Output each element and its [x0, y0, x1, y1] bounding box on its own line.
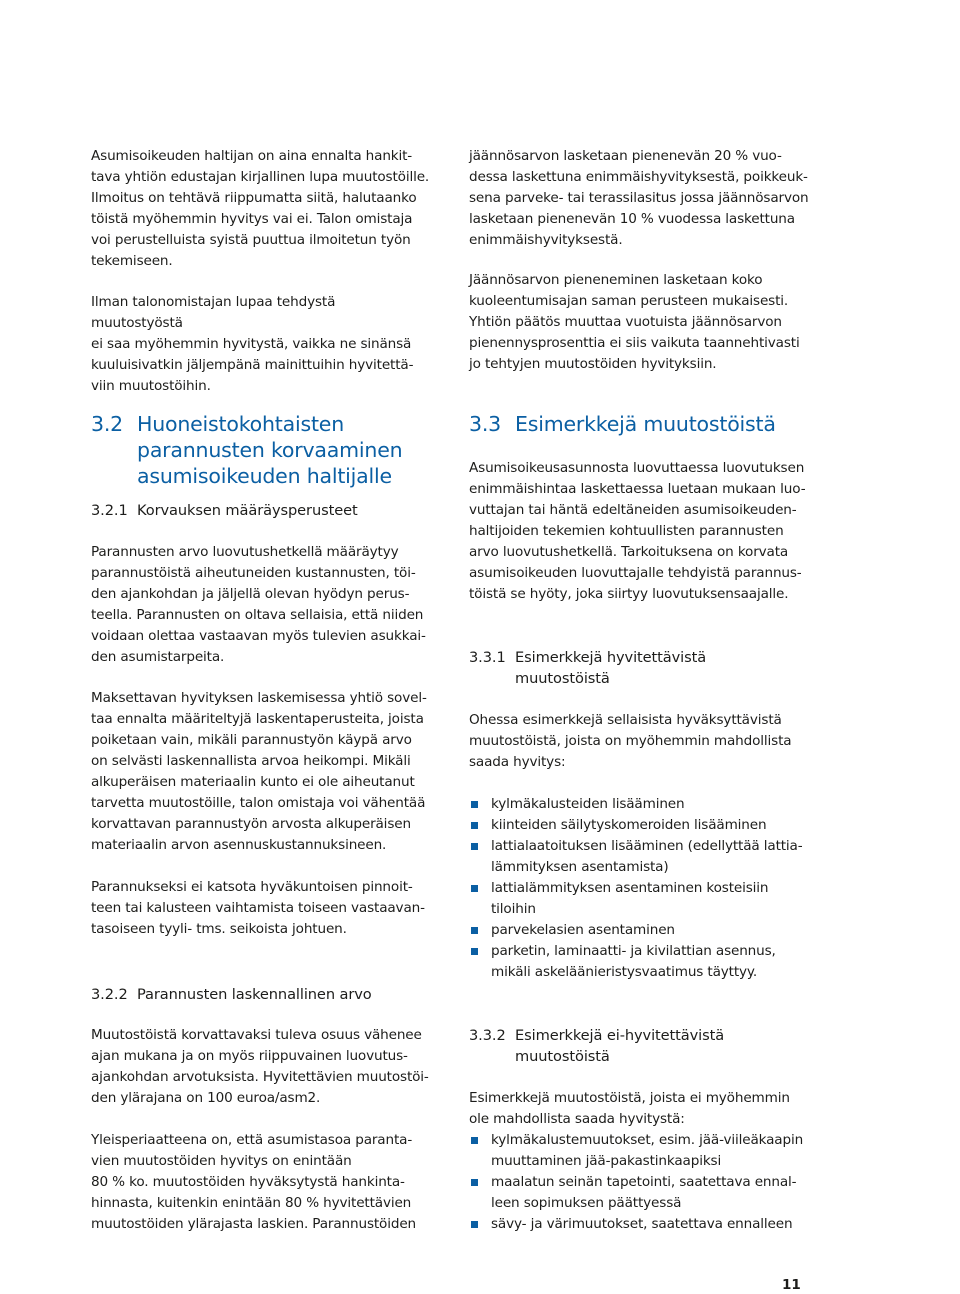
list-item-text: lattialämmityksen asentaminen kosteisiin tiloihin [491, 880, 769, 917]
residual-reduction-paragraph: Jäännösarvon pieneneminen lasketaan koko kuoleentumisajan saman perusteen mukaisesti. Yhtiön päätös muuttaa vuotuista jäännösarvon pienennysprosenttia ei siis vaikuta taannehtivasti jo tehtyjen muutostöiden hyvityksiin. [469, 272, 800, 372]
list-item [469, 815, 809, 836]
section-3-3-1-heading [469, 647, 706, 689]
bullet-square-icon [471, 801, 478, 808]
residual-value-paragraph: jäännösarvon lasketaan pienenevän 20 % vuo- dessa laskettuna enimmäishyvityksestä, poikkeuk- sena parveke- tai terassilasitus jossa jäännösarvon lasketaan pienenevän 10 % vuodessa laskettuna enimmäishyvityksestä. [469, 148, 809, 248]
bullet-square-icon [471, 927, 478, 934]
list-item-text: sävy- ja värimuutokset, saatettava ennalleen [491, 1216, 793, 1232]
calculation-paragraph: Maksettavan hyvityksen laskemisessa yhtiö sovel- taa ennalta määriteltyjä laskentaperusteita, joista poiketaan vain, mikäli parannustyön käypä arvo on selvästi laskennallista arvoa heikompi. Mikäli alkuperäisen materiaalin kunto ei ole aiheutanut tarvetta muutostöille, talon omistaja voi vähentää korvattavan parannustyön arvosta alkuperäisen materiaalin arvon asennuskustannuksineen. [91, 690, 427, 853]
section-title: Huoneistokohtaisten parannusten korvaaminen asumisoikeuden haltijalle [137, 412, 403, 488]
not-improvement-paragraph: Parannukseksi ei katsota hyväkuntoisen pinnoit- teen tai kalusteen vaihtamista toiseen vastaavan- tasoiseen tyyli- tms. seikoista johtuen. [91, 879, 425, 937]
bullet-square-icon [471, 1137, 478, 1144]
section-title: Parannusten laskennallinen arvo [137, 986, 372, 1003]
list-item [469, 878, 809, 920]
bullet-square-icon [471, 1179, 478, 1186]
bullet-square-icon [471, 1221, 478, 1228]
section-3-2-2-heading [91, 984, 372, 1005]
valuation-paragraph: Parannusten arvo luovutushetkellä määräytyy parannustöistä aiheutuneiden kustannusten, töi- den ajankohdan ja jäljellä olevan hyödyn perus- teella. Parannusten on oltava sellaisia, että niiden voidaan olettaa vastaavan myös tulevien asukkai- den asumistarpeita. [91, 544, 426, 665]
section-title: Esimerkkejä muutostöistä [515, 412, 776, 436]
bullet-square-icon [471, 843, 478, 850]
intro-paragraph: Asumisoikeuden haltijan on aina ennalta hankit- tava yhtiön edustajan kirjallinen lupa muutostöille. Ilmoitus on tehtävä riippumatta siitä, halutaanko töistä myöhemmin hyvitys vai ei. Talon omistaja voi perustelluista syistä puuttua ilmoitetun työn tekemiseen. [91, 148, 430, 269]
depreciation-paragraph: Muutostöistä korvattavaksi tuleva osuus vähenee ajan mukana ja on myös riippuvainen luovutus- ajankohdan arvotuksista. Hyvitettävien muutostöi- den ylärajana on 100 euroa/asm2. [91, 1027, 429, 1106]
section-3-3-2-heading [469, 1025, 724, 1067]
section-3-3-heading [469, 411, 776, 437]
section-number: 3.3.1 [469, 649, 506, 666]
section-title: Korvauksen määräysperusteet [137, 502, 358, 519]
list-item [469, 1214, 809, 1235]
examples-intro-paragraph: Asumisoikeusasunnosta luovuttaessa luovutuksen enimmäishintaa laskettaessa luetaan mukaan luo- vuttajan tai häntä edeltäneiden asumisoikeuden- haltijoiden tekemien kohtuullisten parannusten arvo luovutushetkellä. Tarkoituksena on korvata asumisoikeuden luovuttajalle tehdyistä parannus- töistä se hyöty, joka siirtyy luovutuksensaajalle. [469, 460, 806, 602]
list-item-text: kylmäkalusteiden lisääminen [491, 796, 685, 812]
list-item [469, 1172, 809, 1214]
list-item [469, 836, 809, 878]
section-title: Esimerkkejä hyvitettävistä muutostöistä [515, 649, 707, 687]
bullet-square-icon [471, 948, 478, 955]
section-3-2-heading [91, 411, 402, 489]
section-3-2-1-heading [91, 500, 358, 521]
page-number: 11 [782, 1277, 801, 1293]
list-item [469, 794, 809, 815]
section-number: 3.2 [91, 412, 124, 436]
list-item [469, 920, 809, 941]
list-item-text: lattialaatoituksen lisääminen (edellyttää lattia- lämmityksen asentamista) [491, 838, 803, 875]
list-item [469, 941, 809, 983]
creditable-list [469, 794, 809, 983]
creditable-intro-paragraph: Ohessa esimerkkejä sellaisista hyväksyttävistä muutostöistä, joista on myöhemmin mahdollista saada hyvitys: [469, 712, 792, 770]
section-number: 3.3 [469, 412, 502, 436]
list-item-text: kylmäkalustemuutokset, esim. jää-viileäkaapin muuttaminen jää-pakastinkaapiksi [491, 1132, 804, 1169]
non-creditable-intro-paragraph: Esimerkkejä muutostöistä, joista ei myöhemmin ole mahdollista saada hyvitystä: [469, 1090, 790, 1127]
non-creditable-list [469, 1130, 809, 1235]
list-item-text: kiinteiden säilytyskomeroiden lisääminen [491, 817, 767, 833]
bullet-square-icon [471, 822, 478, 829]
section-number: 3.2.1 [91, 502, 128, 519]
permission-paragraph: Ilman talonomistajan lupaa tehdystä muutostyöstä ei saa myöhemmin hyvitystä, vaikka ne sinänsä kuuluisivatkin jäljempänä mainittuihin hyvitettä- viin muutostöihin. [91, 294, 414, 394]
list-item-text: parketin, laminaatti- ja kivilattian asennus, mikäli askeläänieristysvaatimus täyttyy. [491, 943, 776, 980]
section-number: 3.3.2 [469, 1027, 506, 1044]
bullet-square-icon [471, 885, 478, 892]
section-number: 3.2.2 [91, 986, 128, 1003]
list-item-text: parvekelasien asentaminen [491, 922, 675, 938]
section-title: Esimerkkejä ei-hyvitettävistä muutostöistä [515, 1027, 725, 1065]
list-item-text: maalatun seinän tapetointi, saatettava ennal- leen sopimuksen päättyessä [491, 1174, 797, 1211]
list-item [469, 1130, 809, 1172]
principle-paragraph: Yleisperiaatteena on, että asumistasoa paranta- vien muutostöiden hyvitys on enintään 80 % ko. muutostöiden hyväksytystä hankinta- hinnasta, kuitenkin enintään 80 % hyvitettävien muutostöiden ylärajasta laskien. Parannustöiden [91, 1132, 417, 1232]
